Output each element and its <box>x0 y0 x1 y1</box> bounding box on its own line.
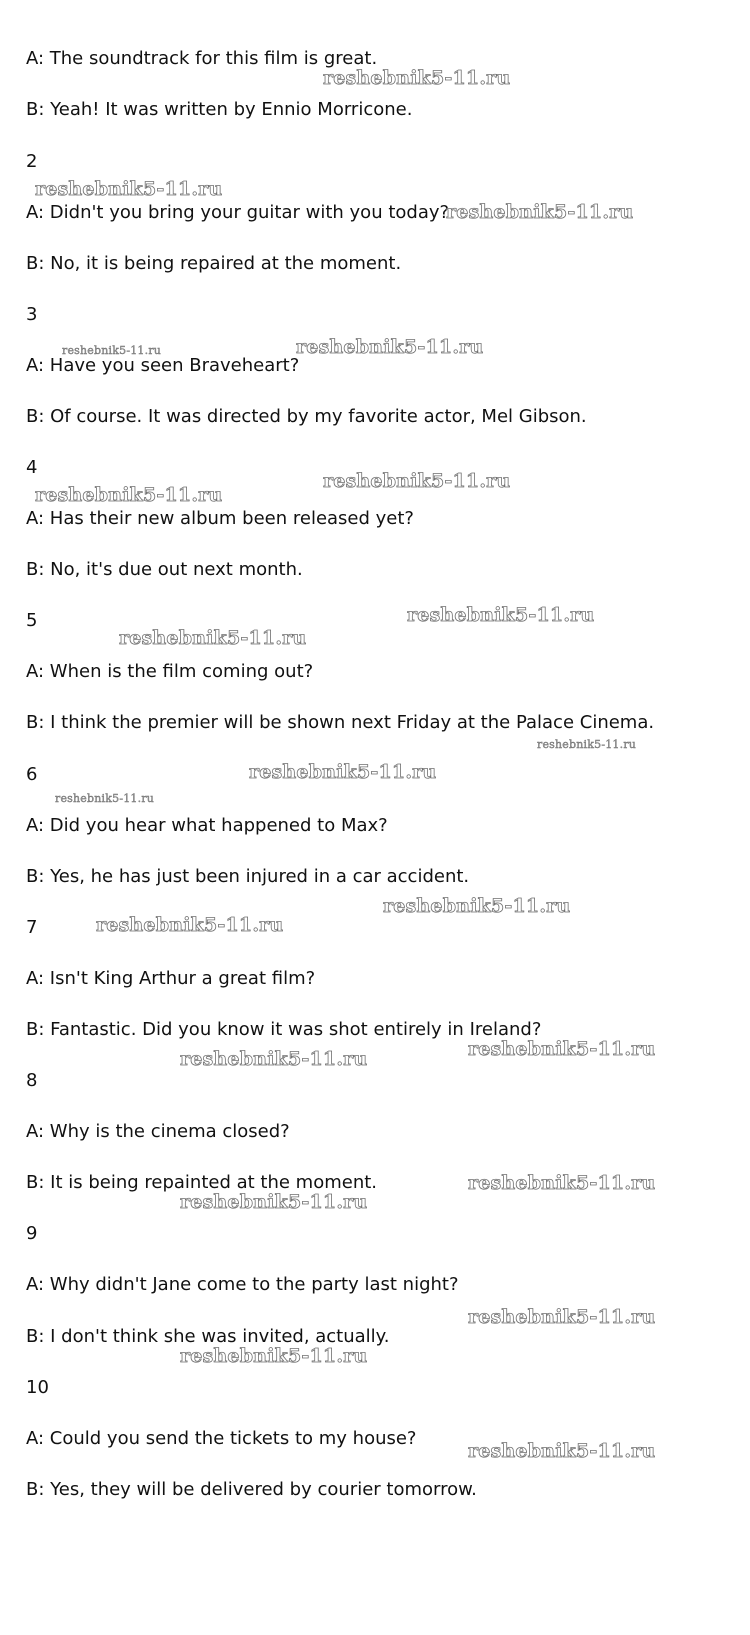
exercise-number: 7 <box>26 917 38 938</box>
watermark: reshebnik5-11.ru <box>537 738 637 751</box>
watermark: reshebnik5-11.ru <box>119 627 307 649</box>
dialogue-line: A: Have you seen Braveheart? <box>26 355 300 376</box>
dialogue-line: B: Yeah! It was written by Ennio Morricone. <box>26 99 413 120</box>
watermark: reshebnik5-11.ru <box>468 1038 656 1060</box>
watermark: reshebnik5-11.ru <box>180 1345 368 1367</box>
exercise-number: 6 <box>26 764 38 785</box>
exercise-number: 9 <box>26 1223 38 1244</box>
watermark: reshebnik5-11.ru <box>35 484 223 506</box>
watermark: reshebnik5-11.ru <box>62 344 162 357</box>
watermark: reshebnik5-11.ru <box>296 336 484 358</box>
watermark: reshebnik5-11.ru <box>323 470 511 492</box>
watermark: reshebnik5-11.ru <box>35 178 223 200</box>
dialogue-line: B: Yes, they will be delivered by courier tomorrow. <box>26 1479 477 1500</box>
dialogue-line: B: Of course. It was directed by my favorite actor, Mel Gibson. <box>26 406 587 427</box>
dialogue-line: A: Has their new album been released yet? <box>26 508 414 529</box>
dialogue-line: A: The soundtrack for this film is great. <box>26 48 378 69</box>
watermark: reshebnik5-11.ru <box>323 67 511 89</box>
exercise-number: 4 <box>26 457 38 478</box>
exercise-number: 2 <box>26 151 38 172</box>
watermark: reshebnik5-11.ru <box>180 1191 368 1213</box>
dialogue-line: A: Could you send the tickets to my house? <box>26 1428 417 1449</box>
dialogue-line: B: No, it is being repaired at the moment. <box>26 253 402 274</box>
exercise-number: 10 <box>26 1377 49 1398</box>
dialogue-line: A: Did you hear what happened to Max? <box>26 815 388 836</box>
watermark: reshebnik5-11.ru <box>446 201 634 223</box>
dialogue-line: B: I think the premier will be shown next Friday at the Palace Cinema. <box>26 712 655 733</box>
watermark: reshebnik5-11.ru <box>468 1306 656 1328</box>
dialogue-line: A: When is the film coming out? <box>26 661 314 682</box>
dialogue-line: B: I don't think she was invited, actually. <box>26 1326 390 1347</box>
dialogue-line: A: Isn't King Arthur a great film? <box>26 968 316 989</box>
dialogue-line: A: Didn't you bring your guitar with you today? <box>26 202 450 223</box>
exercise-number: 3 <box>26 304 38 325</box>
watermark: reshebnik5-11.ru <box>407 604 595 626</box>
watermark: reshebnik5-11.ru <box>96 914 284 936</box>
exercise-number: 8 <box>26 1070 38 1091</box>
watermark: reshebnik5-11.ru <box>55 792 155 805</box>
watermark: reshebnik5-11.ru <box>249 761 437 783</box>
dialogue-line: B: It is being repainted at the moment. <box>26 1172 378 1193</box>
exercise-number: 5 <box>26 610 38 631</box>
watermark: reshebnik5-11.ru <box>180 1048 368 1070</box>
dialogue-line: B: Yes, he has just been injured in a car accident. <box>26 866 470 887</box>
watermark: reshebnik5-11.ru <box>468 1440 656 1462</box>
dialogue-line: B: No, it's due out next month. <box>26 559 303 580</box>
watermark: reshebnik5-11.ru <box>468 1172 656 1194</box>
dialogue-line: A: Why didn't Jane come to the party last night? <box>26 1274 459 1295</box>
dialogue-line: B: Fantastic. Did you know it was shot entirely in Ireland? <box>26 1019 542 1040</box>
watermark: reshebnik5-11.ru <box>383 895 571 917</box>
dialogue-line: A: Why is the cinema closed? <box>26 1121 290 1142</box>
